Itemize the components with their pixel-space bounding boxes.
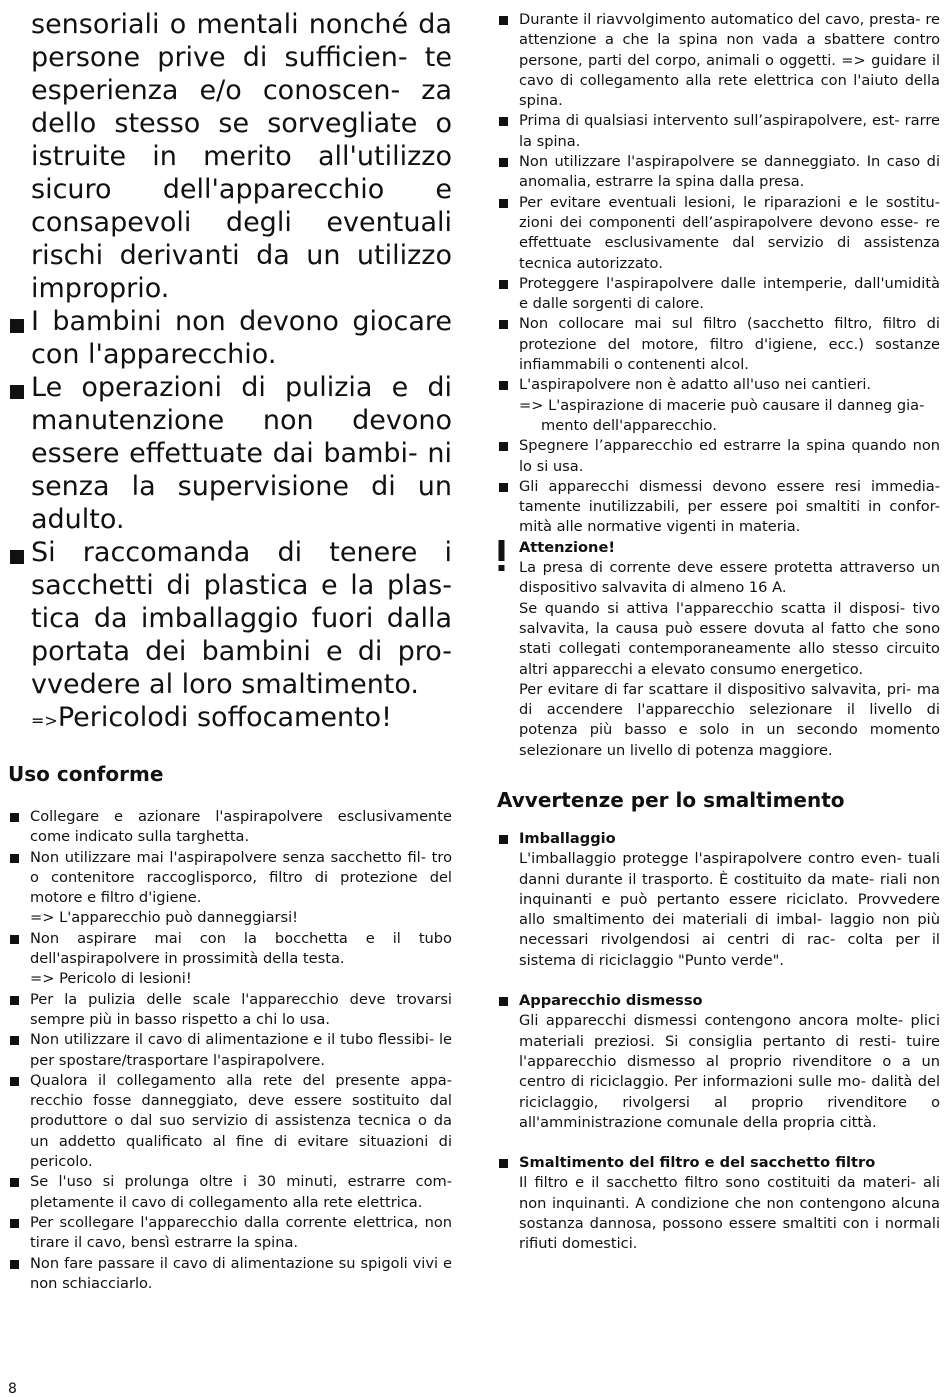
section-heading-smaltimento: Avvertenze per lo smaltimento [497,787,845,812]
list-item: Non utilizzare mai l'aspirapolvere senza sacchetto fil- tro o contenitore raccoglisporco, filtro di protezione del motore e filtro d'igiene. [8,848,452,909]
section-heading-uso-conforme: Uso conforme [8,762,164,786]
list-item: L'aspirapolvere non è adatto all'uso nei cantieri. [497,375,940,395]
attention-block [497,538,940,761]
list-item: Non utilizzare il cavo di alimentazione e il tubo flessibi- le per spostare/trasportare l'aspirapolvere. [8,1030,452,1071]
attention-title: Attenzione! [519,538,615,556]
disposal-item [497,1153,940,1254]
disposal-title: Imballaggio [519,829,616,847]
disposal-item [497,991,940,1133]
list-item: Durante il riavvolgimento automatico del cavo, presta- re attenzione a che la spina non vada a sbattere contro persone, parti del corpo, animali o oggetti. => guidare il cavo di collegamento alla rete elettrica con l'aiuto della spina. [497,10,940,111]
list-item: Non aspirare mai con la bocchetta e il tubo dell'aspirapolvere in prossimità della testa. [8,929,452,970]
list-item: Per scollegare l'apparecchio dalla corrente elettrica, non tirare il cavo, bensì estrarre la spina. [8,1213,452,1254]
disposal-list [497,829,940,1255]
list-item: Prima di qualsiasi intervento sull’aspirapolvere, est- rarre la spina. [497,111,940,152]
disposal-text: Il filtro e il sacchetto filtro sono costituiti da materi- ali non inquinanti. A condizione che non contengono alcuna sostanza dannosa, possono essere smaltiti con i normali rifiuti domestici. [519,1174,940,1253]
list-item: Per la pulizia delle scale l'apparecchio deve trovarsi sempre più in basso rispetto a chi lo usa. [8,990,452,1031]
intro-paragraph: sensoriali o mentali nonché da persone prive di sufficien- te esperienza e/o conoscen- za dello stesso se sorvegliate o istruite in merito all'utilizzo sicuro dell'apparecchio e consapevoli degli eventuali rischi derivanti da un utilizzo improprio. [31,9,452,304]
attention-paragraph: Per evitare di far scattare il dispositivo salvavita, pri- ma di accendere l'apparecchio selezionare il livello di potenza più basso e solo in un secondo momento selezionare un livello di potenza maggiore. [519,680,940,759]
list-item: Non fare passare il cavo di alimentazione su spigoli vivi e non schiacciarlo. [8,1254,452,1295]
safety-list [497,10,940,761]
list-item: Se l'uso si prolunga oltre i 30 minuti, estrarre com- pletamente il cavo di collegamento alla rete elettrica. [8,1172,452,1213]
big-list-item: Le operazioni di pulizia e di manutenzione non devono essere effettuate dai bambi- ni senza la supervisione di un adulto. [8,371,452,536]
list-item: Non utilizzare l'aspirapolvere se danneggiato. In caso di anomalia, estrarre la spina dalla presa. [497,152,940,193]
disposal-title: Apparecchio dismesso [519,992,703,1010]
suffocation-warning-text: Pericolodi soffocamento! [57,702,393,733]
list-item: Spegnere l’apparecchio ed estrarre la spina quando non lo si usa. [497,436,940,477]
big-list-item: Si raccomanda di tenere i sacchetti di plastica e la plas- tica da imballaggio fuori dalla portata dei bambini e di pro- vvedere al loro smaltimento. [8,536,452,701]
list-note [497,396,940,437]
cantieri-note: => L'aspirazione di macerie può causare il danneg gia- mento dell'apparecchio. [519,396,925,434]
left-column [8,0,452,1294]
suffocation-warning [8,701,452,737]
disposal-title: Smaltimento del filtro e del sacchetto filtro [519,1154,876,1172]
page-number: 8 [8,1381,17,1397]
disposal-item [497,829,940,971]
list-item: Proteggere l'aspirapolvere dalle intemperie, dall'umidità e dalle sorgenti di calore. [497,274,940,315]
list-note: => L'apparecchio può danneggiarsi! [30,909,299,927]
right-column [497,0,940,1255]
list-note: => Pericolo di lesioni! [30,970,192,988]
list-item: Non collocare mai sul filtro (sacchetto filtro, filtro di protezione del motore, filtro d'igiene, ecc.) sostanze infiammabili o contenenti alcol. [497,314,940,375]
disposal-text: Gli apparecchi dismessi contengono ancora molte- plici materiali preziosi. Si consiglia pertanto di resti- tuire l'apparecchio dismesso al proprio rivenditore o a un centro di riciclaggio. Per informazioni sulle mo- dalità del riciclaggio, rivolgersi al proprio rivenditore o all'amministrazione comunale della propria città. [519,1012,940,1131]
attention-paragraph: Se quando si attiva l'apparecchio scatta il disposi- tivo salvavita, la causa può essere dovuta al fatto che sono stati collegati contemporaneamente allo stesso circuito altri apparecchi a elevato consumo energetico. [519,599,940,678]
big-list-item: I bambini non devono giocare con l'apparecchio. [8,305,452,371]
child-safety-block [8,8,452,737]
list-item: Collegare e azionare l'aspirapolvere esclusivamente come indicato sulla targhetta. [8,807,452,848]
disposal-text: L'imballaggio protegge l'aspirapolvere contro even- tuali danni durante il trasporto. È costituito da mate- riali non inquinanti e può pertanto essere riciclato. Provvedere allo smaltimento dei materiali di imbal- laggio non più necessari rivolgendosi ai centri di rac- colta per il sistema di riciclaggio "Punto verde". [519,850,940,969]
arrow-symbol: => [31,711,58,730]
list-item: Gli apparecchi dismessi devono essere resi immedia- tamente inutilizzabili, per essere poi smaltiti in confor- mità alle normative vigenti in materia. [497,477,940,538]
uso-conforme-list [8,807,452,1294]
attention-paragraph: La presa di corrente deve essere protetta attraverso un dispositivo salvavita di almeno 16 A. [519,559,940,597]
exclamation-icon [497,540,506,572]
list-item: Qualora il collegamento alla rete del presente appa- recchio fosse danneggiato, deve essere sostituito dal produttore o dal suo servizio di assistenza tecnica o da un addetto qualificato al fine di evitare situazioni di pericolo. [8,1071,452,1172]
list-item: Per evitare eventuali lesioni, le riparazioni e le sostitu- zioni dei componenti dell’aspirapolvere devono esse- re effettuate esclusivamente dal servizio di assistenza tecnica autorizzato. [497,193,940,274]
